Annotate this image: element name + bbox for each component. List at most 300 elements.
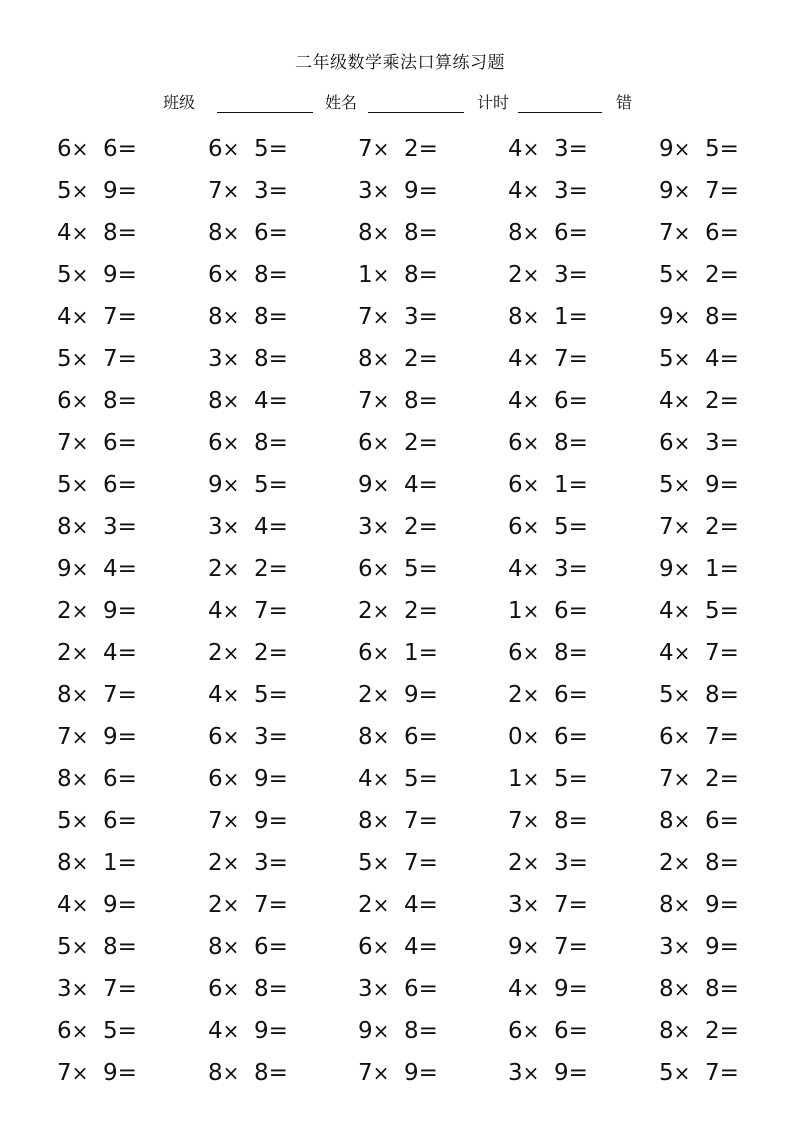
times-sign: ×: [222, 263, 240, 287]
multiplier: 2: [404, 136, 419, 162]
multiplication-problem: [57, 590, 137, 632]
equals-sign: =: [719, 850, 739, 876]
problem-row: [0, 254, 800, 296]
multiplier: 3: [554, 556, 569, 582]
multiplicand: 4: [57, 304, 72, 330]
multiplication-problem: [508, 338, 588, 380]
multiplication-problem: [57, 842, 137, 884]
multiplication-problem: [508, 1010, 588, 1052]
equals-sign: =: [268, 1060, 288, 1086]
equals-sign: =: [117, 346, 137, 372]
multiplication-problem: [208, 1052, 288, 1094]
multiplication-problem: [659, 926, 739, 968]
multiplier: 7: [254, 892, 269, 918]
equals-sign: =: [418, 682, 438, 708]
multiplicand: 7: [358, 136, 373, 162]
equals-sign: =: [719, 514, 739, 540]
multiplication-problem: [659, 1052, 739, 1094]
times-sign: ×: [673, 725, 691, 749]
multiplication-problem: [358, 716, 438, 758]
equals-sign: =: [568, 304, 588, 330]
multiplier: 6: [254, 934, 269, 960]
multiplicand: 2: [508, 682, 523, 708]
times-sign: ×: [673, 473, 691, 497]
multiplication-problem: [57, 800, 137, 842]
multiplicand: 2: [208, 556, 223, 582]
problem-grid: [0, 128, 800, 1108]
multiplier: 5: [404, 556, 419, 582]
equals-sign: =: [719, 976, 739, 1002]
equals-sign: =: [268, 514, 288, 540]
problem-row: [0, 422, 800, 464]
multiplication-problem: [508, 380, 588, 422]
multiplier: 8: [554, 808, 569, 834]
multiplication-problem: [208, 254, 288, 296]
equals-sign: =: [719, 808, 739, 834]
multiplier: 6: [404, 724, 419, 750]
multiplier: 3: [554, 262, 569, 288]
multiplication-problem: [358, 464, 438, 506]
equals-sign: =: [117, 682, 137, 708]
multiplier: 9: [554, 976, 569, 1002]
multiplication-problem: [508, 296, 588, 338]
multiplication-problem: [358, 338, 438, 380]
times-sign: ×: [522, 725, 540, 749]
multiplier: 7: [705, 1060, 720, 1086]
multiplier: 9: [705, 892, 720, 918]
multiplier: 1: [705, 556, 720, 582]
equals-sign: =: [568, 1060, 588, 1086]
multiplicand: 7: [57, 1060, 72, 1086]
times-sign: ×: [673, 137, 691, 161]
multiplier: 5: [254, 136, 269, 162]
equals-sign: =: [568, 472, 588, 498]
multiplicand: 5: [57, 346, 72, 372]
problem-row: [0, 632, 800, 674]
multiplier: 8: [254, 430, 269, 456]
multiplier: 9: [254, 1018, 269, 1044]
multiplier: 4: [103, 640, 118, 666]
multiplicand: 6: [358, 934, 373, 960]
multiplication-problem: [208, 590, 288, 632]
times-sign: ×: [372, 641, 390, 665]
times-sign: ×: [71, 767, 89, 791]
multiplicand: 7: [57, 430, 72, 456]
equals-sign: =: [117, 430, 137, 456]
multiplier: 7: [254, 598, 269, 624]
multiplicand: 3: [358, 976, 373, 1002]
multiplicand: 7: [208, 178, 223, 204]
multiplication-problem: [659, 170, 739, 212]
multiplication-problem: [57, 674, 137, 716]
multiplier: 6: [554, 388, 569, 414]
multiplication-problem: [57, 128, 137, 170]
multiplicand: 9: [208, 472, 223, 498]
multiplication-problem: [57, 296, 137, 338]
multiplicand: 4: [659, 598, 674, 624]
multiplicand: 5: [358, 850, 373, 876]
multiplicand: 5: [659, 1060, 674, 1086]
multiplier: 4: [404, 934, 419, 960]
multiplier: 3: [103, 514, 118, 540]
multiplier: 2: [254, 556, 269, 582]
multiplier: 6: [554, 220, 569, 246]
times-sign: ×: [522, 515, 540, 539]
times-sign: ×: [372, 473, 390, 497]
equals-sign: =: [719, 346, 739, 372]
multiplicand: 6: [358, 430, 373, 456]
multiplicand: 4: [208, 1018, 223, 1044]
problem-row: [0, 380, 800, 422]
multiplicand: 5: [57, 262, 72, 288]
multiplicand: 3: [508, 892, 523, 918]
multiplication-problem: [208, 1010, 288, 1052]
multiplicand: 6: [508, 1018, 523, 1044]
multiplicand: 1: [508, 598, 523, 624]
multiplier: 8: [254, 1060, 269, 1086]
class-blank[interactable]: [217, 112, 313, 113]
multiplicand: 8: [208, 1060, 223, 1086]
times-sign: ×: [71, 305, 89, 329]
multiplication-problem: [508, 632, 588, 674]
multiplication-problem: [57, 170, 137, 212]
equals-sign: =: [568, 514, 588, 540]
times-sign: ×: [71, 431, 89, 455]
multiplier: 7: [705, 178, 720, 204]
multiplicand: 6: [208, 262, 223, 288]
student-info-row: [0, 90, 800, 116]
times-sign: ×: [372, 431, 390, 455]
times-sign: ×: [673, 851, 691, 875]
times-sign: ×: [372, 809, 390, 833]
times-sign: ×: [222, 1061, 240, 1085]
multiplier: 6: [103, 472, 118, 498]
times-sign: ×: [673, 1061, 691, 1085]
equals-sign: =: [117, 934, 137, 960]
multiplication-problem: [57, 632, 137, 674]
problem-row: [0, 716, 800, 758]
equals-sign: =: [117, 220, 137, 246]
multiplicand: 4: [508, 556, 523, 582]
multiplier: 1: [103, 850, 118, 876]
times-sign: ×: [222, 767, 240, 791]
multiplier: 5: [554, 766, 569, 792]
equals-sign: =: [418, 1018, 438, 1044]
multiplication-problem: [659, 632, 739, 674]
equals-sign: =: [117, 1018, 137, 1044]
multiplication-problem: [508, 422, 588, 464]
multiplicand: 9: [659, 178, 674, 204]
multiplicand: 4: [508, 976, 523, 1002]
multiplication-problem: [659, 506, 739, 548]
multiplicand: 6: [57, 136, 72, 162]
equals-sign: =: [568, 388, 588, 414]
times-sign: ×: [222, 599, 240, 623]
multiplier: 3: [554, 136, 569, 162]
multiplicand: 7: [508, 808, 523, 834]
multiplication-problem: [208, 926, 288, 968]
equals-sign: =: [719, 556, 739, 582]
times-sign: ×: [71, 1061, 89, 1085]
equals-sign: =: [418, 472, 438, 498]
multiplication-problem: [659, 884, 739, 926]
multiplication-problem: [208, 758, 288, 800]
multiplier: 9: [103, 178, 118, 204]
multiplication-problem: [208, 884, 288, 926]
times-sign: ×: [673, 431, 691, 455]
multiplier: 3: [404, 304, 419, 330]
multiplier: 7: [554, 934, 569, 960]
equals-sign: =: [418, 304, 438, 330]
multiplicand: 2: [208, 850, 223, 876]
multiplicand: 6: [57, 388, 72, 414]
multiplier: 8: [554, 430, 569, 456]
multiplicand: 6: [208, 766, 223, 792]
equals-sign: =: [568, 640, 588, 666]
multiplicand: 6: [659, 724, 674, 750]
multiplication-problem: [208, 632, 288, 674]
equals-sign: =: [117, 178, 137, 204]
multiplicand: 4: [57, 220, 72, 246]
multiplicand: 6: [57, 1018, 72, 1044]
multiplier: 8: [103, 934, 118, 960]
multiplier: 8: [554, 640, 569, 666]
multiplicand: 8: [358, 808, 373, 834]
multiplicand: 3: [208, 346, 223, 372]
multiplication-problem: [208, 800, 288, 842]
multiplicand: 1: [358, 262, 373, 288]
multiplication-problem: [208, 338, 288, 380]
multiplicand: 1: [508, 766, 523, 792]
problem-row: [0, 338, 800, 380]
multiplication-problem: [659, 380, 739, 422]
multiplicand: 8: [508, 304, 523, 330]
equals-sign: =: [418, 388, 438, 414]
problem-row: [0, 128, 800, 170]
multiplication-problem: [358, 380, 438, 422]
multiplicand: 4: [358, 766, 373, 792]
equals-sign: =: [568, 136, 588, 162]
equals-sign: =: [117, 976, 137, 1002]
multiplication-problem: [358, 674, 438, 716]
times-sign: ×: [522, 221, 540, 245]
problem-row: [0, 842, 800, 884]
multiplier: 3: [254, 178, 269, 204]
times-sign: ×: [222, 683, 240, 707]
times-sign: ×: [372, 389, 390, 413]
equals-sign: =: [719, 1018, 739, 1044]
multiplier: 5: [254, 472, 269, 498]
multiplicand: 5: [659, 262, 674, 288]
equals-sign: =: [268, 640, 288, 666]
multiplication-problem: [659, 338, 739, 380]
equals-sign: =: [268, 808, 288, 834]
times-sign: ×: [673, 1019, 691, 1043]
times-sign: ×: [372, 179, 390, 203]
multiplier: 2: [705, 388, 720, 414]
multiplication-problem: [57, 212, 137, 254]
multiplier: 6: [554, 598, 569, 624]
equals-sign: =: [117, 850, 137, 876]
equals-sign: =: [568, 934, 588, 960]
multiplication-problem: [57, 716, 137, 758]
multiplicand: 2: [358, 892, 373, 918]
multiplier: 8: [705, 850, 720, 876]
times-sign: ×: [522, 977, 540, 1001]
times-sign: ×: [673, 893, 691, 917]
multiplicand: 2: [358, 682, 373, 708]
multiplication-problem: [508, 716, 588, 758]
multiplier: 2: [404, 346, 419, 372]
multiplication-problem: [659, 590, 739, 632]
multiplier: 9: [705, 934, 720, 960]
times-sign: ×: [71, 683, 89, 707]
multiplier: 2: [705, 766, 720, 792]
multiplication-problem: [358, 842, 438, 884]
multiplicand: 7: [57, 724, 72, 750]
times-sign: ×: [222, 137, 240, 161]
multiplier: 6: [705, 808, 720, 834]
multiplier: 3: [254, 724, 269, 750]
multiplier: 2: [705, 262, 720, 288]
time-label: 计时: [477, 93, 510, 112]
multiplication-problem: [508, 254, 588, 296]
multiplication-problem: [508, 170, 588, 212]
equals-sign: =: [719, 262, 739, 288]
equals-sign: =: [418, 430, 438, 456]
multiplier: 7: [103, 976, 118, 1002]
multiplication-problem: [659, 842, 739, 884]
multiplication-problem: [208, 716, 288, 758]
times-sign: ×: [71, 1019, 89, 1043]
problem-row: [0, 1010, 800, 1052]
multiplicand: 5: [659, 472, 674, 498]
multiplication-problem: [358, 170, 438, 212]
times-sign: ×: [71, 221, 89, 245]
equals-sign: =: [568, 976, 588, 1002]
times-sign: ×: [71, 725, 89, 749]
equals-sign: =: [719, 136, 739, 162]
multiplication-problem: [208, 968, 288, 1010]
equals-sign: =: [568, 220, 588, 246]
multiplicand: 8: [659, 976, 674, 1002]
multiplication-problem: [508, 464, 588, 506]
problem-row: [0, 968, 800, 1010]
name-blank[interactable]: [368, 112, 464, 113]
multiplicand: 6: [208, 136, 223, 162]
multiplicand: 6: [659, 430, 674, 456]
multiplication-problem: [57, 422, 137, 464]
multiplicand: 8: [208, 934, 223, 960]
equals-sign: =: [117, 808, 137, 834]
times-sign: ×: [71, 473, 89, 497]
multiplier: 8: [254, 262, 269, 288]
equals-sign: =: [268, 136, 288, 162]
multiplication-problem: [358, 1052, 438, 1094]
times-sign: ×: [522, 935, 540, 959]
times-sign: ×: [71, 935, 89, 959]
multiplier: 9: [404, 178, 419, 204]
multiplicand: 3: [508, 1060, 523, 1086]
multiplication-problem: [358, 422, 438, 464]
times-sign: ×: [372, 221, 390, 245]
multiplication-problem: [508, 842, 588, 884]
times-sign: ×: [673, 263, 691, 287]
times-sign: ×: [522, 809, 540, 833]
times-sign: ×: [71, 557, 89, 581]
multiplication-problem: [508, 968, 588, 1010]
problem-row: [0, 170, 800, 212]
times-sign: ×: [372, 599, 390, 623]
multiplicand: 2: [508, 850, 523, 876]
times-sign: ×: [372, 893, 390, 917]
equals-sign: =: [719, 472, 739, 498]
times-sign: ×: [522, 767, 540, 791]
multiplicand: 7: [358, 304, 373, 330]
times-sign: ×: [522, 389, 540, 413]
multiplicand: 0: [508, 724, 523, 750]
multiplier: 4: [705, 346, 720, 372]
equals-sign: =: [568, 766, 588, 792]
multiplication-problem: [508, 884, 588, 926]
multiplicand: 7: [358, 1060, 373, 1086]
equals-sign: =: [568, 346, 588, 372]
multiplication-problem: [508, 800, 588, 842]
multiplicand: 4: [659, 388, 674, 414]
multiplication-problem: [208, 464, 288, 506]
times-sign: ×: [673, 389, 691, 413]
equals-sign: =: [568, 1018, 588, 1044]
equals-sign: =: [418, 262, 438, 288]
name-label: 姓名: [325, 93, 358, 112]
multiplicand: 8: [57, 514, 72, 540]
multiplier: 8: [404, 1018, 419, 1044]
multiplier: 6: [554, 1018, 569, 1044]
multiplication-problem: [208, 128, 288, 170]
equals-sign: =: [568, 430, 588, 456]
multiplicand: 6: [508, 640, 523, 666]
multiplication-problem: [508, 212, 588, 254]
multiplicand: 5: [57, 178, 72, 204]
multiplier: 9: [254, 766, 269, 792]
time-blank[interactable]: [518, 112, 602, 113]
times-sign: ×: [71, 179, 89, 203]
multiplicand: 8: [659, 1018, 674, 1044]
multiplier: 4: [254, 514, 269, 540]
times-sign: ×: [673, 347, 691, 371]
problem-row: [0, 212, 800, 254]
equals-sign: =: [418, 892, 438, 918]
multiplier: 2: [404, 514, 419, 540]
multiplication-problem: [57, 758, 137, 800]
equals-sign: =: [117, 598, 137, 624]
equals-sign: =: [268, 892, 288, 918]
multiplier: 8: [705, 682, 720, 708]
multiplicand: 6: [508, 514, 523, 540]
multiplication-problem: [358, 212, 438, 254]
times-sign: ×: [71, 641, 89, 665]
multiplication-problem: [358, 506, 438, 548]
multiplicand: 8: [358, 220, 373, 246]
multiplier: 7: [554, 346, 569, 372]
times-sign: ×: [372, 1019, 390, 1043]
multiplier: 6: [404, 976, 419, 1002]
equals-sign: =: [268, 556, 288, 582]
multiplicand: 4: [57, 892, 72, 918]
equals-sign: =: [268, 304, 288, 330]
times-sign: ×: [222, 1019, 240, 1043]
equals-sign: =: [719, 598, 739, 624]
